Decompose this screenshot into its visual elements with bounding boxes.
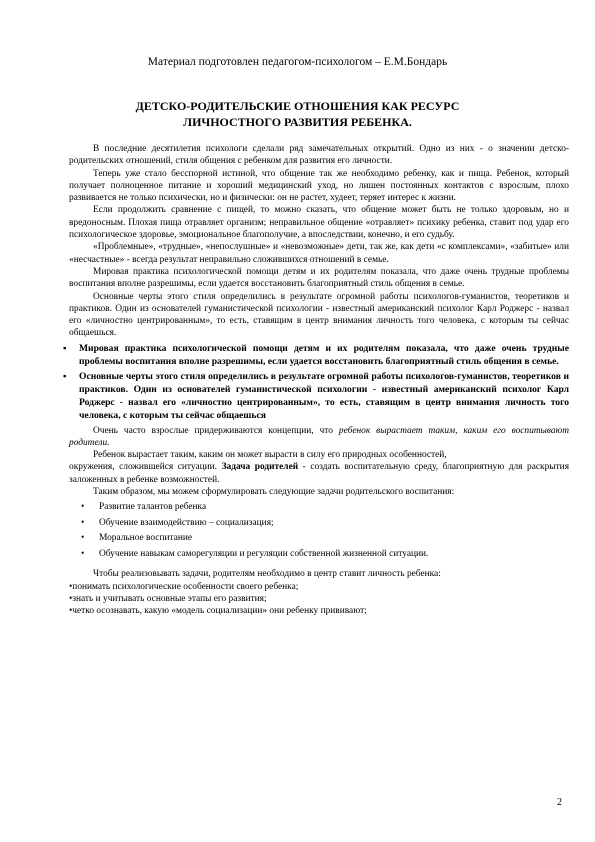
- bold-bullet-item: [63, 371, 569, 422]
- bold-phrase: Задача родителей: [221, 462, 299, 473]
- paragraph: В последние десятилетия психологи сделали ряд замечательных открытий. Одно из них - о значении детско-родительских отношений, стиля общения с ребенком для развития его личности.: [69, 144, 569, 167]
- list-item: [69, 581, 569, 593]
- paragraph: [69, 461, 569, 486]
- list-item-text: знать и учитывать основные этапы его развития;: [72, 593, 267, 604]
- page-number: 2: [557, 797, 562, 808]
- paragraph: Основные черты этого стиля определились в результате огромной работы психологов-гуманистов, теоретиков и практиков. Один из основателей гуманистической психологии - известный американский психолог Карл Роджерс - назвал его «личностно центрированным», то есть, ставящим в центр внимания личность того человека, с которым ты сейчас общаешься.: [69, 291, 569, 339]
- bullet-icon: •: [81, 548, 85, 559]
- bullet-icon: •: [81, 533, 85, 544]
- paragraph: Таким образом, мы можем сформулировать следующие задачи родительского воспитания:: [93, 487, 455, 498]
- paragraph: [69, 425, 569, 450]
- list-item: [69, 531, 569, 547]
- paragraph-text: окружения, сложившейся ситуации.: [69, 462, 222, 473]
- paragraph: Если продолжить сравнение с пищей, то можно сказать, что общение может быть не только здоровым, но и вредоносным. Плохая пища отравляет организм; неправильное общение «отравляет» психику ребенка, ставит под удар его психологическое здоровье, эмоциональное благополучие, а впоследствии, конечно, и его судьбу.: [69, 205, 569, 241]
- paragraph: Мировая практика психологической помощи детям и их родителям показала, что даже очень трудные проблемы воспитания вполне разрешимы, если удается восстановить благоприятный стиль общения в семье.: [69, 266, 569, 290]
- document-title: [60, 98, 535, 130]
- list-item: [69, 605, 569, 617]
- list-item-text: Обучение навыкам саморегуляции и регуляции собственной жизненной ситуации.: [99, 548, 429, 559]
- paragraph: Ребенок вырастает таким, каким он может вырасти в силу его природных особенностей,: [93, 450, 447, 461]
- square-bullet-icon: ▪: [63, 342, 67, 354]
- document-body: [63, 143, 570, 618]
- list-item-text: Развитие талантов ребенка: [99, 502, 207, 513]
- bullet-icon: •: [81, 502, 85, 513]
- list-item: [69, 500, 569, 516]
- tasks-list: [69, 500, 569, 562]
- list-item: [69, 516, 569, 532]
- bullet-icon: •: [81, 517, 85, 528]
- title-line-2: ЛИЧНОСТНОГО РАЗВИТИЯ РЕБЕНКА.: [183, 115, 412, 129]
- list-item-text: четко осознавать, какую «модель социализации» они ребенку прививают;: [72, 606, 367, 617]
- bold-bullet-item: [63, 342, 569, 369]
- title-line-1: ДЕТСКО-РОДИТЕЛЬСКИЕ ОТНОШЕНИЯ КАК РЕСУРС: [135, 99, 460, 113]
- square-bullet-icon: ▪: [63, 371, 67, 383]
- bullet-icon: •: [69, 606, 73, 617]
- parent-tasks-list: [69, 581, 569, 618]
- author-header: Материал подготовлен педагогом-психологом – Е.М.Бондарь: [147, 56, 448, 68]
- list-item-text: Моральное воспитание: [99, 533, 193, 544]
- paragraph: Чтобы реализовывать задачи, родителям необходимо в центр ставит личность ребенка:: [93, 569, 441, 580]
- bullet-icon: •: [69, 593, 73, 604]
- paragraph-text: Очень часто взрослые придерживаются концепции, что: [93, 425, 339, 436]
- list-item: [69, 547, 569, 563]
- paragraph-text: - создать воспитательную среду, благоприятную для раскрытия заложенных в ребенке возможностей.: [69, 462, 570, 485]
- list-item-text: Обучение взаимодействию – социализация;: [99, 517, 274, 528]
- bold-bullet-text: Основные черты этого стиля определились в результате огромной работы психологов-гуманистов, теоретиков и практиков. Один из основателей гуманистической психологии - известный американский психолог Карл Роджерс - назвал его «личностно центрированным», то есть, ставящим в центр внимания личность того человека, с которым ты сейчас общаешься: [79, 371, 569, 421]
- list-item-text: понимать психологические особенности своего ребенка;: [72, 581, 299, 592]
- list-item: [69, 593, 569, 605]
- italic-quote: ребенок вырастает таким, каким его воспитывают родители.: [69, 425, 569, 448]
- paragraph: «Проблемные», «трудные», «непослушные» и «невозможные» дети, так же, как дети «с комплексами», «забитые» или «несчастные» - всегда результат неправильно сложившихся отношений в семье.: [69, 242, 569, 265]
- bullet-icon: •: [69, 581, 73, 592]
- paragraph: Теперь уже стало бесспорной истиной, что общение так же необходимо ребенку, как и пища. Ребенок, который получает полноценное питание и хороший медицинский уход, но лишен постоянных контактов с взрослым, плохо развивается не только психически, но и физически: он не растет, худеет, теряет интерес к жизни.: [69, 168, 569, 204]
- bold-bullet-text: Мировая практика психологической помощи детям и их родителям показала, что даже очень трудные проблемы воспитания вполне разрешимы, если удается восстановить благоприятный стиль общения в семье.: [79, 342, 569, 367]
